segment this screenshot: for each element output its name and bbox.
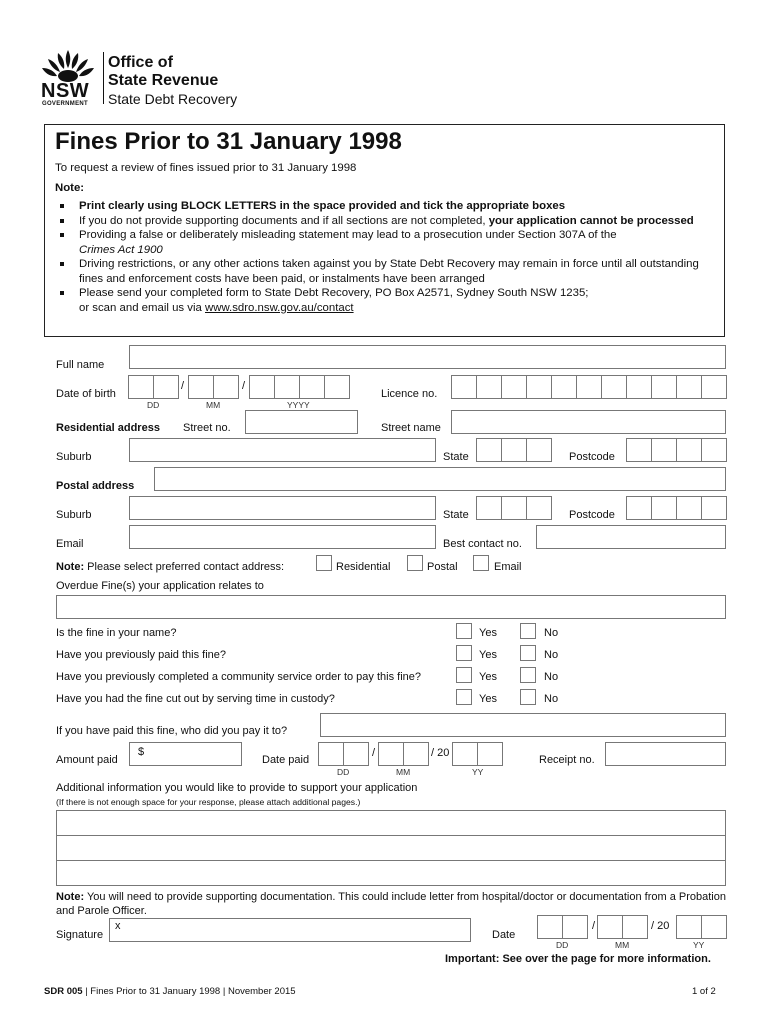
dob-yyyy-hint: YYYY xyxy=(287,400,310,410)
postcode-cell[interactable] xyxy=(701,438,727,462)
residential-checkbox[interactable] xyxy=(316,555,332,571)
dob-year-cell[interactable] xyxy=(299,375,325,399)
licence-cell[interactable] xyxy=(601,375,627,399)
documentation-note: Note: You will need to provide supporting documentation. This could include letter from hospital/doctor or documentation from a Probation and Parole Officer. xyxy=(56,891,726,917)
date-paid-month-cell[interactable] xyxy=(403,742,429,766)
paid-to-field[interactable] xyxy=(320,713,726,737)
fine-in-name-no-checkbox[interactable] xyxy=(520,623,536,639)
note-item: If you do not provide supporting documents and if all sections are not completed, your application cannot be processed xyxy=(55,214,705,229)
email-field[interactable] xyxy=(129,525,436,549)
sign-date-slash: / xyxy=(592,920,596,932)
sign-date-day-cell[interactable] xyxy=(537,915,563,939)
date-paid-year-cell[interactable] xyxy=(452,742,478,766)
licence-cell[interactable] xyxy=(451,375,477,399)
dob-slash: / xyxy=(181,380,185,392)
no-label: No xyxy=(544,627,559,639)
dob-day-cell[interactable] xyxy=(128,375,154,399)
postal-checkbox[interactable] xyxy=(407,555,423,571)
sign-date-month-cell[interactable] xyxy=(622,915,648,939)
paid-to-label: If you have paid this fine, who did you pay it to? xyxy=(56,725,288,737)
state-cell[interactable] xyxy=(476,438,502,462)
licence-cell[interactable] xyxy=(576,375,602,399)
dob-year-cell[interactable] xyxy=(324,375,350,399)
postal-state-cell[interactable] xyxy=(476,496,502,520)
postal-postcode-cell[interactable] xyxy=(626,496,652,520)
notes-list xyxy=(55,199,705,315)
sign-date-dd-hint: DD xyxy=(556,940,569,950)
brand-line1: Office of xyxy=(108,54,173,71)
postcode-label: Postcode xyxy=(569,451,615,463)
best-contact-field[interactable] xyxy=(536,525,726,549)
brand-line2: State Revenue xyxy=(108,72,219,89)
note-item: Please send your completed form to State Debt Recovery, PO Box A2571, Sydney South NSW 1235; or scan and email us via www.sdro.nsw.gov.au/contact xyxy=(55,286,705,315)
dob-month-cell[interactable] xyxy=(188,375,214,399)
dollar-sign: $ xyxy=(138,746,145,758)
page-title: Fines Prior to 31 January 1998 xyxy=(55,128,402,155)
question-custody: Have you had the fine cut out by serving time in custody? xyxy=(56,693,335,705)
residential-option-label: Residential xyxy=(336,561,391,573)
dob-mm-hint: MM xyxy=(206,400,221,410)
overdue-fines-label: Overdue Fine(s) your application relates to xyxy=(56,580,264,592)
state-label: State xyxy=(443,451,469,463)
footer-page-number: 1 of 2 xyxy=(692,986,716,997)
suburb-field[interactable] xyxy=(129,438,436,462)
no-label: No xyxy=(544,649,559,661)
sign-date-month-cell[interactable] xyxy=(597,915,623,939)
logo-divider xyxy=(103,52,104,104)
email-label: Email xyxy=(56,538,84,550)
yes-label: Yes xyxy=(479,649,497,661)
dob-label: Date of birth xyxy=(56,388,116,400)
date-paid-slash: / xyxy=(372,747,376,759)
postal-postcode-cell[interactable] xyxy=(651,496,677,520)
date-paid-label: Date paid xyxy=(262,754,310,766)
postcode-cell[interactable] xyxy=(626,438,652,462)
nsw-logo xyxy=(40,48,100,106)
licence-cell[interactable] xyxy=(626,375,652,399)
postal-suburb-label: Suburb xyxy=(56,509,92,521)
licence-label: Licence no. xyxy=(381,388,438,400)
question-community-service: Have you previously completed a community service order to pay this fine? xyxy=(56,671,422,683)
date-paid-day-cell[interactable] xyxy=(318,742,344,766)
postcode-cell[interactable] xyxy=(651,438,677,462)
receipt-field[interactable] xyxy=(605,742,726,766)
date-paid-month-cell[interactable] xyxy=(378,742,404,766)
date-paid-day-cell[interactable] xyxy=(343,742,369,766)
postal-address-field[interactable] xyxy=(154,467,726,491)
note-item: Print clearly using BLOCK LETTERS in the space provided and tick the appropriate boxes xyxy=(55,199,705,214)
yes-label: Yes xyxy=(479,671,497,683)
postal-postcode-cell[interactable] xyxy=(701,496,727,520)
street-no-label: Street no. xyxy=(183,422,231,434)
footer-form-ref: SDR 005 | Fines Prior to 31 January 1998 | November 2015 xyxy=(44,986,296,997)
postal-option-label: Postal xyxy=(427,561,458,573)
full-name-label: Full name xyxy=(56,359,105,371)
street-name-field[interactable] xyxy=(451,410,726,434)
postal-postcode-cell[interactable] xyxy=(676,496,702,520)
signature-label: Signature xyxy=(56,929,104,941)
previously-paid-no-checkbox[interactable] xyxy=(520,645,536,661)
date-paid-mm-hint: MM xyxy=(396,767,411,777)
overdue-fines-field[interactable] xyxy=(56,595,726,619)
previously-paid-yes-checkbox[interactable] xyxy=(456,645,472,661)
full-name-field[interactable] xyxy=(129,345,726,369)
additional-info-line[interactable] xyxy=(56,810,726,836)
street-no-field[interactable] xyxy=(245,410,358,434)
waratah-icon xyxy=(40,48,96,84)
signature-x-mark: x xyxy=(115,920,121,932)
state-cell[interactable] xyxy=(526,438,552,462)
no-label: No xyxy=(544,671,559,683)
dob-month-cell[interactable] xyxy=(213,375,239,399)
licence-cell[interactable] xyxy=(501,375,527,399)
signature-field[interactable] xyxy=(109,918,471,942)
question-fine-in-name: Is the fine in your name? xyxy=(56,627,177,639)
important-note: Important: See over the page for more information. xyxy=(445,953,711,965)
government-wordmark: GOVERNMENT xyxy=(42,101,89,107)
suburb-label: Suburb xyxy=(56,451,92,463)
licence-cell[interactable] xyxy=(701,375,727,399)
postal-state-label: State xyxy=(443,509,469,521)
dob-day-cell[interactable] xyxy=(153,375,179,399)
yes-label: Yes xyxy=(479,693,497,705)
residential-address-label: Residential address xyxy=(56,422,160,434)
dob-slash: / xyxy=(242,380,246,392)
licence-cell[interactable] xyxy=(651,375,677,399)
custody-no-checkbox[interactable] xyxy=(520,689,536,705)
licence-cell[interactable] xyxy=(526,375,552,399)
sign-date-year-cell[interactable] xyxy=(676,915,702,939)
note-item: Driving restrictions, or any other actions taken against you by State Debt Recovery may remain in force until all outstanding fines and enforcement costs have been paid, or instalments have been arranged xyxy=(55,257,705,286)
brand-line3: State Debt Recovery xyxy=(108,91,238,107)
community-service-yes-checkbox[interactable] xyxy=(456,667,472,683)
dob-year-cell[interactable] xyxy=(249,375,275,399)
page-subtitle: To request a review of fines issued prior to 31 January 1998 xyxy=(55,162,357,174)
additional-info-hint: (If there is not enough space for your response, please attach additional pages.) xyxy=(56,797,361,807)
licence-cell[interactable] xyxy=(676,375,702,399)
sign-date-yy-hint: YY xyxy=(693,940,705,950)
sign-date-year-cell[interactable] xyxy=(701,915,727,939)
state-cell[interactable] xyxy=(501,438,527,462)
fine-in-name-yes-checkbox[interactable] xyxy=(456,623,472,639)
date-paid-yy-hint: YY xyxy=(472,767,484,777)
sign-date-day-cell[interactable] xyxy=(562,915,588,939)
street-name-label: Street name xyxy=(381,422,441,434)
yes-label: Yes xyxy=(479,627,497,639)
additional-info-line[interactable] xyxy=(56,835,726,861)
additional-info-label: Additional information you would like to provide to support your application xyxy=(56,782,418,794)
custody-yes-checkbox[interactable] xyxy=(456,689,472,705)
postcode-cell[interactable] xyxy=(676,438,702,462)
date-paid-dd-hint: DD xyxy=(337,767,350,777)
licence-cell[interactable] xyxy=(551,375,577,399)
note-item: Providing a false or deliberately misleading statement may lead to a prosecution under Section 307A of the Crimes Act 1900 xyxy=(55,228,705,257)
intro-box xyxy=(44,124,725,337)
sign-date-mm-hint: MM xyxy=(615,940,630,950)
licence-cell[interactable] xyxy=(476,375,502,399)
postal-state-cell[interactable] xyxy=(526,496,552,520)
date-paid-year-cell[interactable] xyxy=(477,742,503,766)
best-contact-label: Best contact no. xyxy=(443,538,522,550)
additional-info-line[interactable] xyxy=(56,860,726,886)
amount-paid-field[interactable] xyxy=(129,742,242,766)
preferred-contact-note: Note: Please select preferred contact address: xyxy=(56,561,285,573)
postal-address-label: Postal address xyxy=(56,480,135,492)
dob-dd-hint: DD xyxy=(147,400,160,410)
question-previously-paid: Have you previously paid this fine? xyxy=(56,649,226,661)
contact-link[interactable]: www.sdro.nsw.gov.au/contact xyxy=(205,301,354,314)
nsw-wordmark: NSW xyxy=(41,80,90,102)
sign-date-year-prefix: / 20 xyxy=(651,920,670,932)
email-option-label: Email xyxy=(494,561,522,573)
receipt-label: Receipt no. xyxy=(539,754,595,766)
date-paid-year-prefix: / 20 xyxy=(431,747,450,759)
no-label: No xyxy=(544,693,559,705)
amount-paid-label: Amount paid xyxy=(56,754,118,766)
date-label: Date xyxy=(492,929,516,941)
dob-year-cell[interactable] xyxy=(274,375,300,399)
postal-postcode-label: Postcode xyxy=(569,509,615,521)
community-service-no-checkbox[interactable] xyxy=(520,667,536,683)
postal-state-cell[interactable] xyxy=(501,496,527,520)
postal-suburb-field[interactable] xyxy=(129,496,436,520)
note-heading: Note: xyxy=(55,182,85,194)
email-checkbox[interactable] xyxy=(473,555,489,571)
